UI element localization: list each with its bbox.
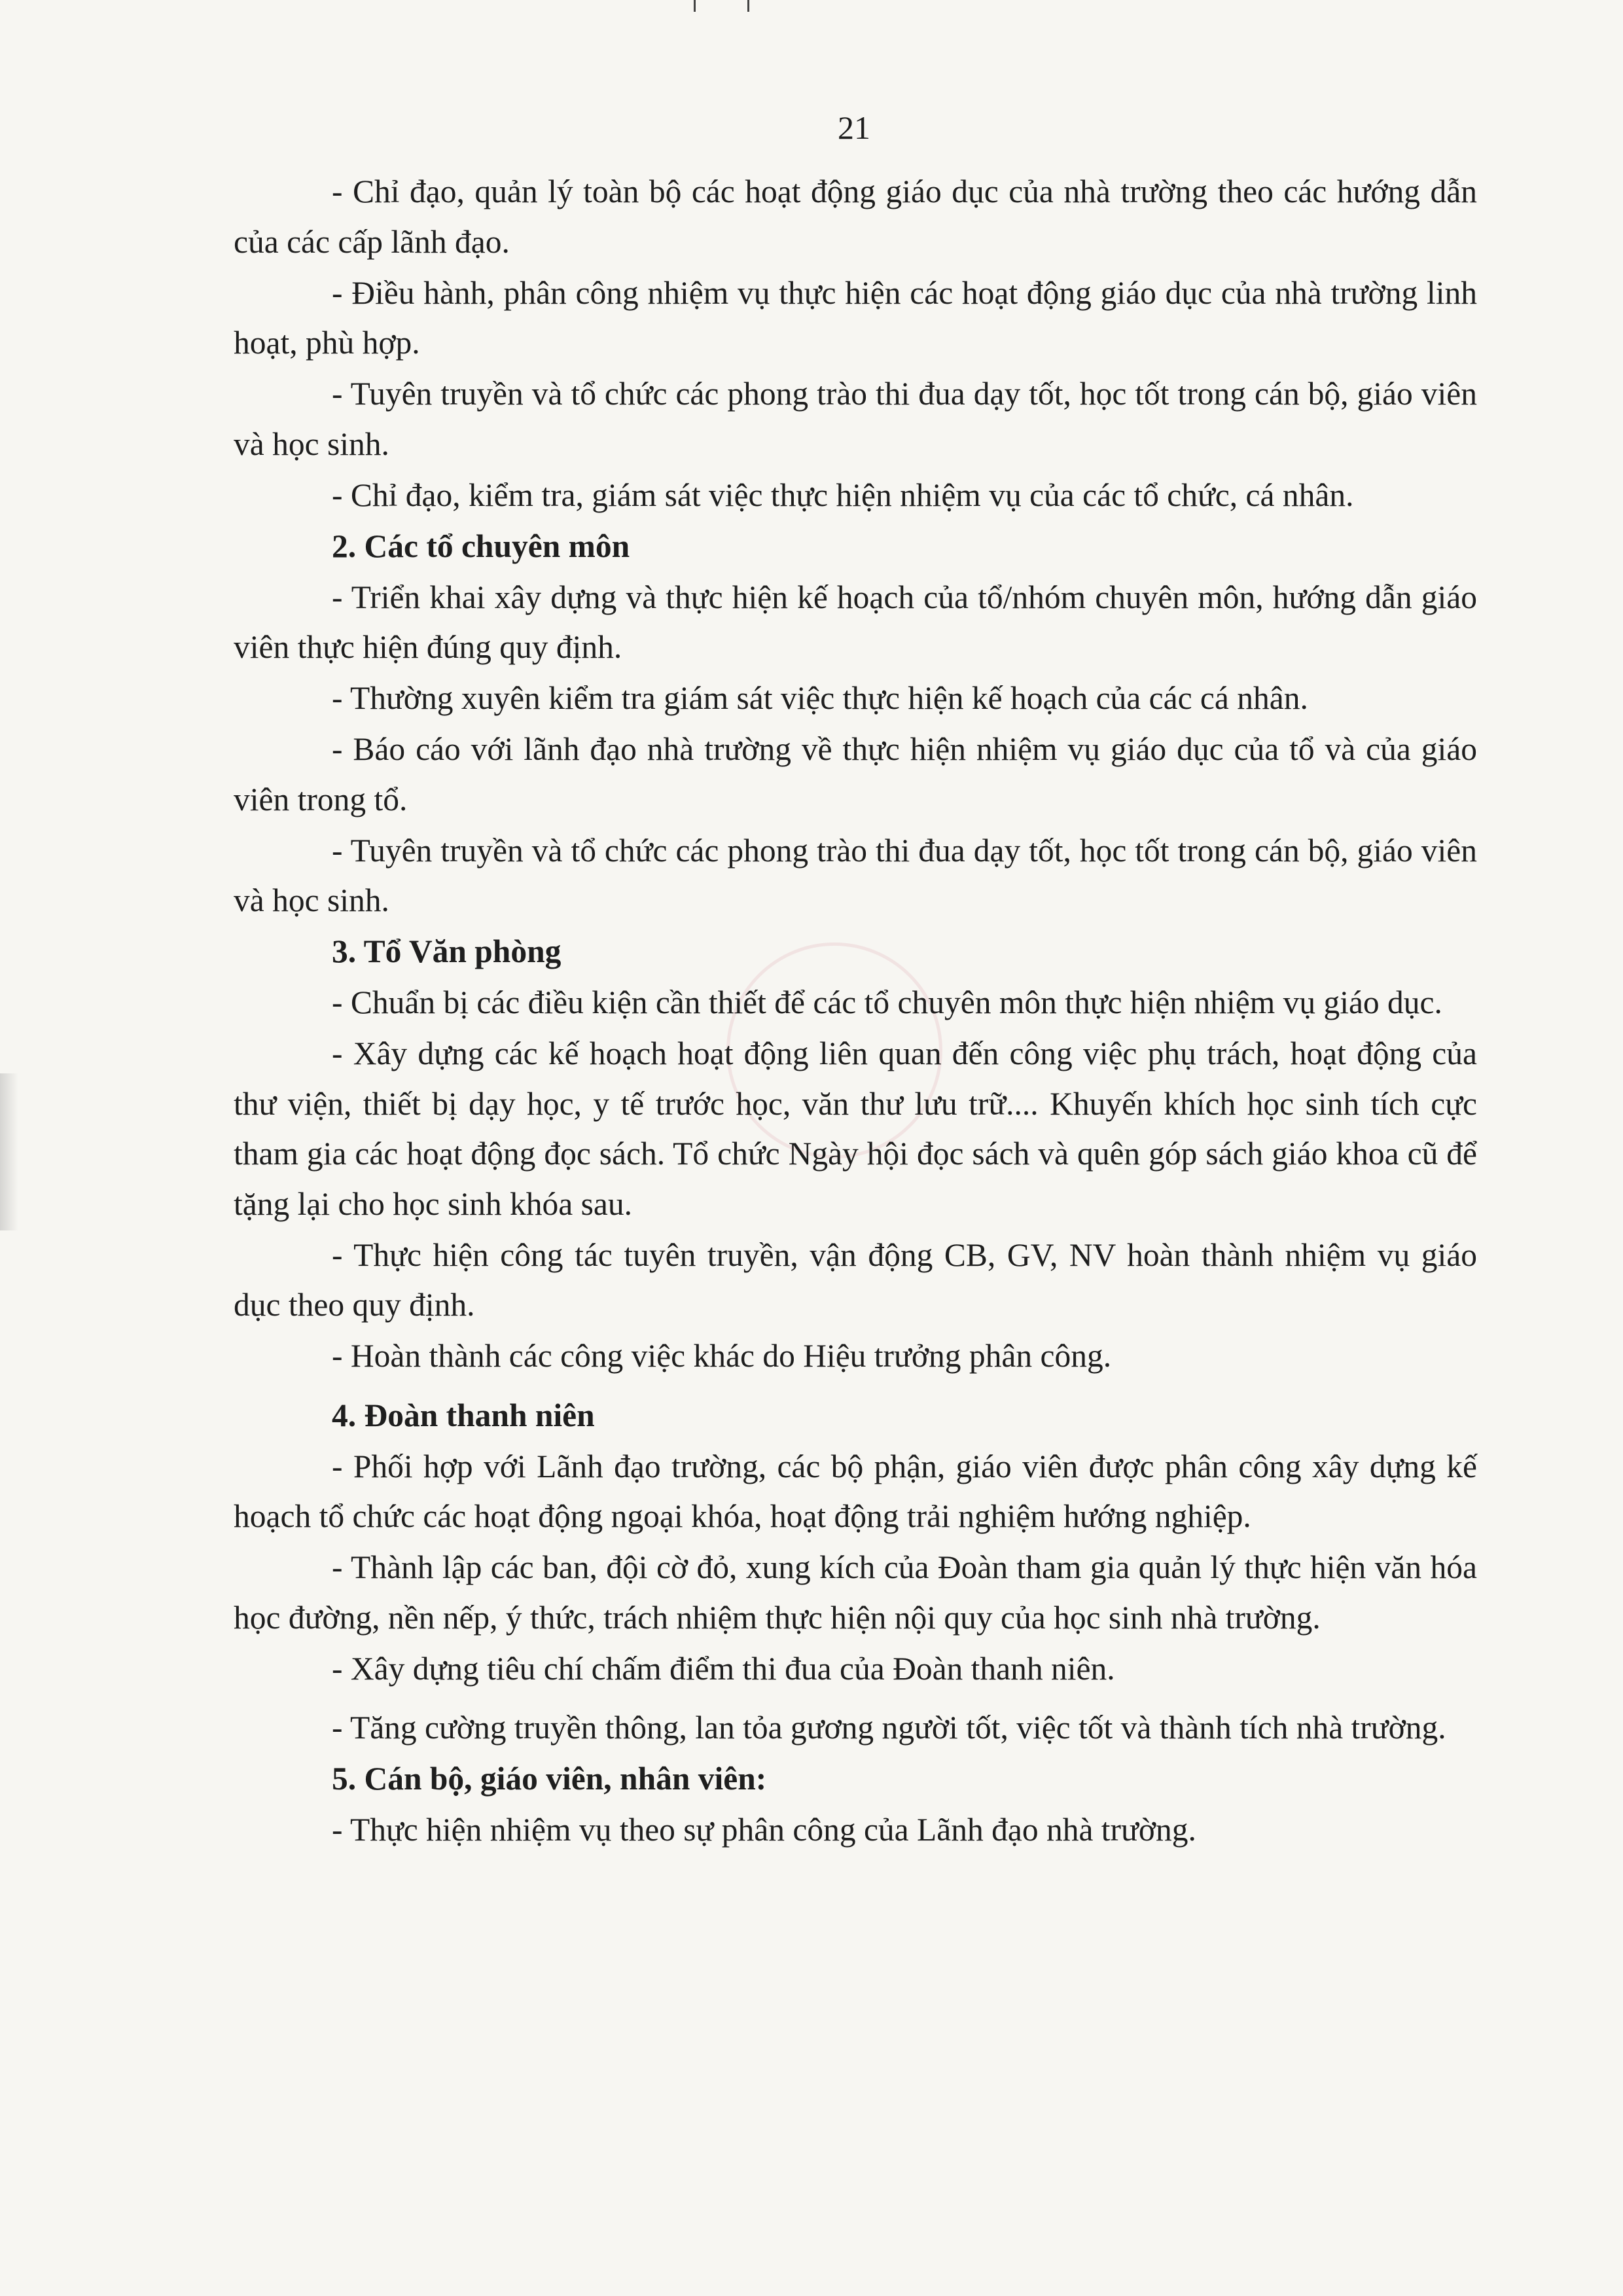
scan-tick-mark xyxy=(747,0,749,12)
body-paragraph: - Chuẩn bị các điều kiện cần thiết để các tổ chuyên môn thực hiện nhiệm vụ giáo dục. xyxy=(332,984,1442,1020)
body-paragraph: - Tuyên truyền và tổ chức các phong trào thi đua dạy tốt, học tốt trong cán bộ, giáo viên và học sinh. xyxy=(234,376,1477,462)
scan-edge-mark xyxy=(0,1073,18,1230)
body-paragraph: - Thực hiện công tác tuyên truyền, vận động CB, GV, NV hoàn thành nhiệm vụ giáo dục theo quy định. xyxy=(234,1236,1477,1323)
body-paragraph: - Thành lập các ban, đội cờ đỏ, xung kích của Đoàn tham gia quản lý thực hiện văn hóa học đường, nền nếp, ý thức, trách nhiệm thực hiện nội quy của học sinh nhà trường. xyxy=(234,1549,1477,1636)
body-paragraph: - Thực hiện nhiệm vụ theo sự phân công của Lãnh đạo nhà trường. xyxy=(332,1812,1196,1848)
body-paragraph: - Chỉ đạo, quản lý toàn bộ các hoạt động giáo dục của nhà trường theo các hướng dẫn của các cấp lãnh đạo. xyxy=(234,173,1477,260)
section-heading: 5. Cán bộ, giáo viên, nhân viên: xyxy=(332,1761,767,1797)
section-heading: 4. Đoàn thanh niên xyxy=(332,1397,595,1433)
scan-tick-mark xyxy=(694,0,696,12)
body-paragraph: - Xây dựng tiêu chí chấm điểm thi đua của Đoàn thanh niên. xyxy=(332,1650,1115,1687)
body-paragraph: - Thường xuyên kiểm tra giám sát việc thực hiện kế hoạch của các cá nhân. xyxy=(332,680,1308,716)
body-paragraph: - Tuyên truyền và tổ chức các phong trào thi đua dạy tốt, học tốt trong cán bộ, giáo viên và học sinh. xyxy=(234,832,1477,918)
page-number: 21 xyxy=(838,109,870,146)
body-paragraph: - Hoàn thành các công việc khác do Hiệu trưởng phân công. xyxy=(332,1338,1112,1374)
section-heading: 3. Tổ Văn phòng xyxy=(332,933,562,969)
body-paragraph: - Phối hợp với Lãnh đạo trường, các bộ phận, giáo viên được phân công xây dựng kế hoạch tổ chức các hoạt động ngoại khóa, hoạt động trải nghiệm hướng nghiệp. xyxy=(234,1448,1477,1534)
document-body xyxy=(234,167,1477,1856)
body-paragraph: - Báo cáo với lãnh đạo nhà trường về thực hiện nhiệm vụ giáo dục của tổ và của giáo viên trong tổ. xyxy=(234,731,1477,817)
body-paragraph: - Triển khai xây dựng và thực hiện kế hoạch của tổ/nhóm chuyên môn, hướng dẫn giáo viên thực hiện đúng quy định. xyxy=(234,579,1477,665)
body-paragraph: - Chỉ đạo, kiểm tra, giám sát việc thực hiện nhiệm vụ của các tổ chức, cá nhân. xyxy=(332,476,1354,513)
body-paragraph: - Điều hành, phân công nhiệm vụ thực hiện các hoạt động giáo dục của nhà trường linh hoạt, phù hợp. xyxy=(234,274,1477,361)
body-paragraph: - Xây dựng các kế hoạch hoạt động liên quan đến công việc phụ trách, hoạt động của thư viện, thiết bị dạy học, y tế trước học, văn thư lưu trữ.... Khuyến khích học sinh tích cực tham gia các hoạt động đọc sách. Tổ chức Ngày hội đọc sách và quên góp sách giáo khoa cũ để tặng lại cho học sinh khóa sau. xyxy=(234,1035,1477,1222)
body-paragraph: - Tăng cường truyền thông, lan tỏa gương người tốt, việc tốt và thành tích nhà trường. xyxy=(332,1710,1446,1746)
section-heading: 2. Các tổ chuyên môn xyxy=(332,528,630,564)
